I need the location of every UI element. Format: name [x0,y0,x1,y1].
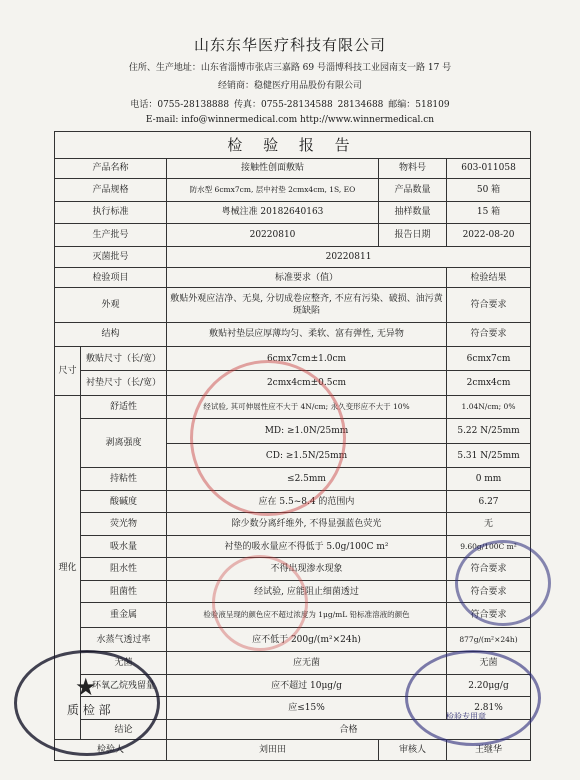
row-req: MD: ≥1.0N/25mm [167,419,447,444]
row-result: 符合要求 [447,323,531,347]
row-result: 9.60g/100C m² [447,535,531,558]
row-item: 衬垫尺寸（长/宽） [81,371,167,396]
row-item: 吸水量 [81,535,167,558]
row-result: 5.31 N/25mm [447,443,531,468]
row-req: 敷贴衬垫层应厚薄均匀、柔软、富有弹性, 无异物 [167,323,447,347]
row-result: 符合要求 [447,558,531,581]
row-item: 环氧乙烷残留量 [81,674,167,697]
qty-label: 产品数量 [379,179,447,202]
row-req: 应无菌 [167,652,447,675]
row-req: 敷贴外观应洁净、无臭, 分切成卷应整齐, 不应有污染、破损、油污黄斑缺陷 [167,288,447,323]
row-req: 不得出现渗水现象 [167,558,447,581]
dealer-line: 经销商：稳健医疗用品股份有限公司 [217,81,362,91]
qc-seal-label: 质 检 部 [67,703,111,717]
row-req: 经试验, 应能阻止细菌透过 [167,580,447,603]
steril-value: 20220811 [167,246,531,267]
row-req: 应不超过 10μg/g [167,674,447,697]
row-result: 无菌 [447,652,531,675]
row-item: 无菌 [81,652,167,675]
row-req: 应在 5.5~8.4 的范围内 [167,490,447,513]
row-req: 2cmx4cm±0.5cm [167,371,447,396]
web-line: E-mail: info@winnermedical.com http://www.winnermedical.cn [145,115,435,125]
row-req: ≤2.5mm [167,468,447,491]
sample-value: 15 箱 [447,201,531,224]
row-req: 应≤15% [167,697,447,720]
standard-label: 执行标准 [55,201,167,224]
row-result: 6.27 [447,490,531,513]
material-no-label: 物料号 [379,158,447,178]
row-item: 外观 [55,288,167,323]
row-item [81,697,167,720]
star-icon: ★ [75,673,97,701]
row-result: 2.81% [447,697,531,720]
row-item: 酸碱度 [81,490,167,513]
row-result: 5.22 N/25mm [447,419,531,444]
product-name: 接触性创面敷贴 [167,158,379,178]
row-result: 2cmx4cm [447,371,531,396]
row-item: 持粘性 [81,468,167,491]
row-item: 舒适性 [81,395,167,419]
row-req: 经试验, 其可伸展性应不大于 4N/cm; 永久变形应不大于 10% [167,395,447,419]
standard-value: 粤械注准 20182640163 [167,201,379,224]
row-result: 无 [447,513,531,536]
row-item: 阻菌性 [81,580,167,603]
phys-group-label: 理化 [55,395,81,740]
inspector-label: 检验人 [55,740,167,761]
col-result-header: 检验结果 [447,268,531,288]
inspection-report-table [54,131,531,761]
qty-value: 50 箱 [447,179,531,202]
row-item: 敷贴尺寸（长/宽） [81,346,167,371]
reviewer-label: 审核人 [379,740,447,761]
size-group-label: 尺寸 [55,346,81,395]
batch-label: 生产批号 [55,224,167,247]
col-req-header: 标准要求（值） [167,268,447,288]
row-item: 结构 [55,323,167,347]
row-item: 水蒸气透过率 [81,627,167,652]
row-result: 2.20μg/g [447,674,531,697]
company-name: 山东东华医疗科技有限公司 [193,36,386,54]
contact-line: 电话：0755-28138888 传真：0755-28134588 28134688 邮编：518109 [130,100,450,110]
inspection-seal-label: 检验专用章 [446,712,486,721]
col-item-header: 检验项目 [55,268,167,288]
conclusion-value: 合格 [167,719,531,739]
row-req: 6cmx7cm±1.0cm [167,346,447,371]
date-value: 2022-08-20 [447,224,531,247]
spec-label: 产品规格 [55,179,167,202]
report-title: 检 验 报 告 [55,132,531,159]
inspector-value: 刘田田 [167,740,379,761]
company-address: 住所、生产地址：山东省淄博市张店三嘉路 69 号淄博科技工业园南支一路 17 号 [128,63,452,73]
row-req: 应不低于 200g/(m²×24h) [167,627,447,652]
conclusion-label: 结论 [81,719,167,739]
row-result: 1.04N/cm; 0% [447,395,531,419]
row-item: 重金属 [81,603,167,628]
row-req: 除少数分离纤维外, 不得显强蓝色荧光 [167,513,447,536]
steril-label: 灭菌批号 [55,246,167,267]
row-item: 荧光物 [81,513,167,536]
row-result: 877g/(m²×24h) [447,627,531,652]
row-req: 衬垫的吸水量应不得低于 5.0g/100C m² [167,535,447,558]
batch-value: 20220810 [167,224,379,247]
date-label: 报告日期 [379,224,447,247]
reviewer-value: 王继华 [447,740,531,761]
row-item: 剥离强度 [81,419,167,468]
row-result: 符合要求 [447,603,531,628]
sample-label: 抽样数量 [379,201,447,224]
row-result: 符合要求 [447,288,531,323]
material-no: 603-011058 [447,158,531,178]
row-result: 符合要求 [447,580,531,603]
row-item: 阻水性 [81,558,167,581]
row-req: CD: ≥1.5N/25mm [167,443,447,468]
product-name-label: 产品名称 [55,158,167,178]
row-result: 6cmx7cm [447,346,531,371]
row-result: 0 mm [447,468,531,491]
spec-value: 防水型 6cmx7cm, 层中衬垫 2cmx4cm, 1S, EO [167,179,379,202]
row-req: 检验液呈现的颜色应不超过浓度为 1μg/mL 铅标准溶液的颜色 [167,603,447,628]
